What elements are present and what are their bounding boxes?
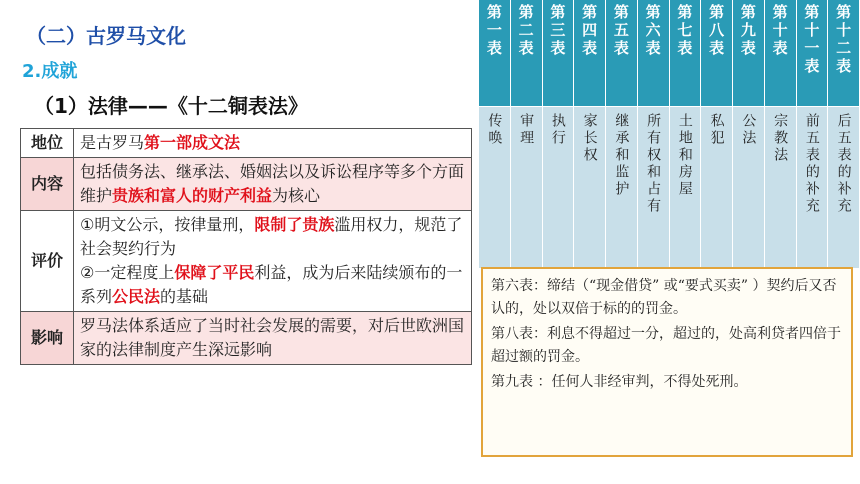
row-value: 是古罗马第一部成文法 [74, 129, 472, 158]
table-content: 审理 [511, 106, 542, 268]
row-content [21, 158, 472, 211]
table-content: 私犯 [701, 106, 732, 268]
table-name: 第八表 [701, 0, 732, 106]
highlight: 保障了平民 [174, 263, 255, 282]
row-status [21, 129, 472, 158]
topic-title: （1）法律——《十二铜表法》 [34, 94, 308, 118]
table-name: 第七表 [670, 0, 701, 106]
highlight: 限制了贵族 [254, 215, 335, 234]
highlight: 公民法 [112, 287, 161, 306]
table-content: 土地和房屋 [670, 106, 701, 268]
table-column [638, 0, 670, 268]
table-content: 后五表的补充 [828, 106, 859, 268]
highlight: 贵族和富人的财产利益 [112, 186, 273, 205]
row-evaluation [21, 211, 472, 312]
excerpt-box [481, 267, 853, 457]
row-key: 影响 [21, 312, 74, 365]
table-column [797, 0, 829, 268]
table-column [765, 0, 797, 268]
table-name: 第九表 [733, 0, 764, 106]
table-column [574, 0, 606, 268]
table-name: 第十表 [765, 0, 796, 106]
table-content: 前五表的补充 [797, 106, 828, 268]
table-name: 第四表 [574, 0, 605, 106]
table-name: 第三表 [543, 0, 574, 106]
table-column [543, 0, 575, 268]
table-content: 继承和监护 [606, 106, 637, 268]
excerpt-paragraph: 第八表：利息不得超过一分，超过的，处高利贷者四倍于超过额的罚金。 [491, 326, 841, 365]
table-content: 所有权和占有 [638, 106, 669, 268]
excerpt-paragraph: 第九表 ：任何人非经审判，不得处死刑。 [491, 374, 748, 390]
table-name: 第十二表 [828, 0, 859, 106]
table-content: 家长权 [574, 106, 605, 268]
table-name: 第六表 [638, 0, 669, 106]
table-name: 第十一表 [797, 0, 828, 106]
row-value: 包括债务法、继承法、婚姻法以及诉讼程序等多个方面 维护贵族和富人的财产利益为核心 [74, 158, 472, 211]
row-value: 罗马法体系适应了当时社会发展的需要，对后世欧洲国家的法律制度产生深远影响 [74, 312, 472, 365]
table-column [701, 0, 733, 268]
table-content: 宗教法 [765, 106, 796, 268]
table-column [733, 0, 765, 268]
table-content: 执行 [543, 106, 574, 268]
row-key: 地位 [21, 129, 74, 158]
row-value: ①明文公示，按律量刑，限制了贵族滥用权力，规范了社会契约行为 ②一定程度上保障了平民利益，成为后来陆续颁布的一系列公民法的基础 [74, 211, 472, 312]
table-name: 第二表 [511, 0, 542, 106]
law-summary-table [20, 128, 472, 365]
table-column [828, 0, 859, 268]
table-column [479, 0, 511, 268]
subsection-title: 2.成就 [22, 61, 78, 82]
table-column [670, 0, 702, 268]
section-title: （二）古罗马文化 [26, 24, 186, 48]
excerpt-paragraph: 第六表：缔结（“现金借贷” 或“要式买卖” ）契约后又否认的，处以双倍于标的的罚金。 [491, 278, 837, 317]
twelve-tables-grid [479, 0, 859, 268]
row-key: 内容 [21, 158, 74, 211]
table-name: 第五表 [606, 0, 637, 106]
table-name: 第一表 [479, 0, 510, 106]
highlight: 第一部成文法 [144, 133, 241, 152]
table-content: 传唤 [479, 106, 510, 268]
row-key: 评价 [21, 211, 74, 312]
table-content: 公法 [733, 106, 764, 268]
table-column [511, 0, 543, 268]
table-column [606, 0, 638, 268]
row-influence [21, 312, 472, 365]
